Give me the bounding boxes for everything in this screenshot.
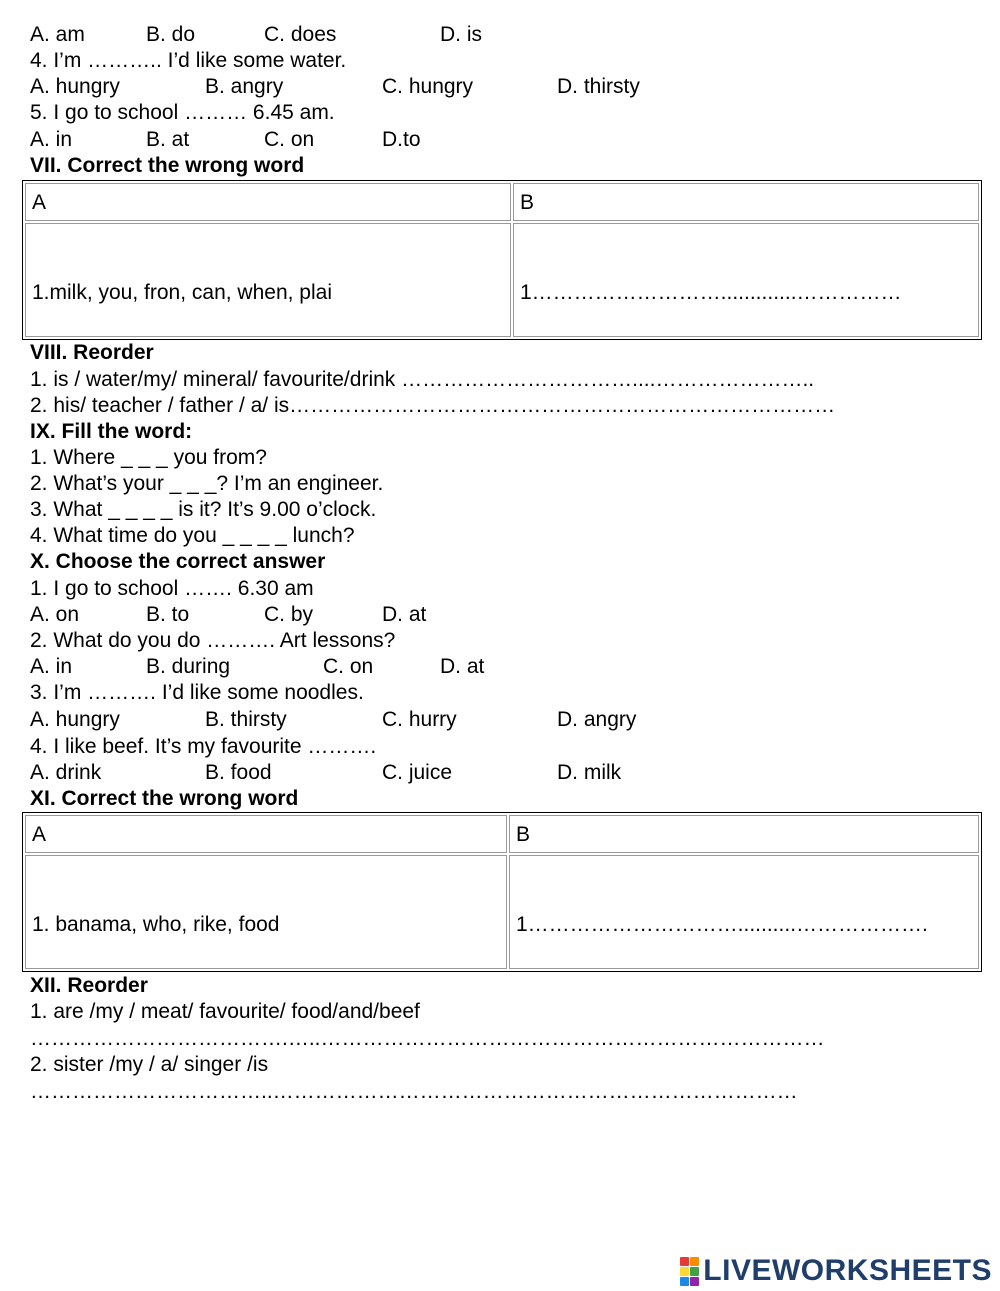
logo-tile [680,1267,689,1276]
q4-option-b: B. angry [205,75,284,98]
section11-col-b [509,855,979,969]
section11-table [22,812,982,972]
q4-option-c: C. hungry [382,75,474,98]
section10-q2-option-c: C. on [323,655,374,678]
logo-tile [680,1257,689,1266]
section11-b-item: 1…………………………..........………………. [516,913,928,936]
section10-q4-option-c: C. juice [382,761,453,784]
q4-text: 4. I’m ……….. I’d like some water. [30,49,347,72]
section9-item: 1. Where _ _ _ you from? [30,446,267,469]
q5-option-a: A. in [30,128,73,151]
section10-q3-option-c: C. hurry [382,708,457,731]
section10-q1-option-d: D. at [382,603,427,626]
q3-option-d: D. is [440,23,482,46]
section10-question: 2. What do you do ………. Art lessons? [30,629,396,652]
section12-item: 1. are /my / meat/ favourite/ food/and/beef [30,1000,420,1023]
section11-header-a: A [25,815,507,853]
section12-answer-line: ……………………………….…..……………………………………………………………… [30,1027,825,1050]
section7-col-a [25,223,511,337]
section10-q1-option-c: C. by [264,603,314,626]
section7-col-b [513,223,979,337]
q5-option-c: C. on [264,128,315,151]
section12-item: 2. sister /my / a/ singer /is [30,1053,269,1076]
logo-tile [680,1277,689,1286]
liveworksheets-logo [680,1255,992,1287]
section7-a-item: 1.milk, you, fron, can, when, plai [32,281,332,304]
section10-q4-option-b: B. food [205,761,272,784]
section7-header-b: B [513,183,979,221]
q5-option-d: D.to [382,128,421,151]
section9-item: 3. What _ _ _ _ is it? It’s 9.00 o’clock. [30,498,377,521]
section10-title: X. Choose the correct answer [30,550,326,573]
q4-option-a: A. hungry [30,75,120,98]
section8-title: VIII. Reorder [30,341,154,364]
section11-a-item: 1. banama, who, rike, food [32,913,280,936]
section10-q2-option-d: D. at [440,655,485,678]
section10-q1-option-a: A. on [30,603,80,626]
section7-b-item: 1……………………….............…………… [520,281,902,304]
q4-option-d: D. thirsty [557,75,640,98]
section10-q3-option-d: D. angry [557,708,637,731]
section10-q4-option-a: A. drink [30,761,102,784]
section12-answer-line: ……………………………..………………………………………………………………… [30,1080,798,1103]
section10-question: 3. I’m ………. I’d like some noodles. [30,681,364,704]
section10-question: 4. I like beef. It’s my favourite ………. [30,735,377,758]
section10-q2-option-b: B. during [146,655,231,678]
q5-text: 5. I go to school ……… 6.45 am. [30,101,335,124]
q3-option-b: B. do [146,23,196,46]
section11-header-b: B [509,815,979,853]
section12-title: XII. Reorder [30,974,148,997]
section9-title: IX. Fill the word: [30,420,193,443]
section11-col-a [25,855,507,969]
q5-option-b: B. at [146,128,190,151]
section10-q1-option-b: B. to [146,603,190,626]
section8-item: 1. is / water/my/ mineral/ favourite/drink ……………………………....………………….. [30,368,815,391]
logo-tile [690,1257,699,1266]
section7-table [22,180,982,340]
section7-header-a: A [25,183,511,221]
section11-title: XI. Correct the wrong word [30,787,299,810]
section10-q2-option-a: A. in [30,655,73,678]
logo-tile [690,1277,699,1286]
q3-option-a: A. am [30,23,85,46]
section10-question: 1. I go to school ……. 6.30 am [30,577,314,600]
logo-text: LIVEWORKSHEETS [703,1254,992,1287]
section7-title: VII. Correct the wrong word [30,154,305,177]
section10-q3-option-b: B. thirsty [205,708,287,731]
section9-item: 4. What time do you _ _ _ _ lunch? [30,524,355,547]
section8-item: 2. his/ teacher / father / a/ is…………………………………………………………………… [30,394,836,417]
section10-q4-option-d: D. milk [557,761,622,784]
logo-tile [690,1267,699,1276]
section9-item: 2. What’s your _ _ _? I’m an engineer. [30,472,384,495]
liveworksheets-logo-icon [680,1257,699,1286]
section10-q3-option-a: A. hungry [30,708,120,731]
q3-option-c: C. does [264,23,337,46]
